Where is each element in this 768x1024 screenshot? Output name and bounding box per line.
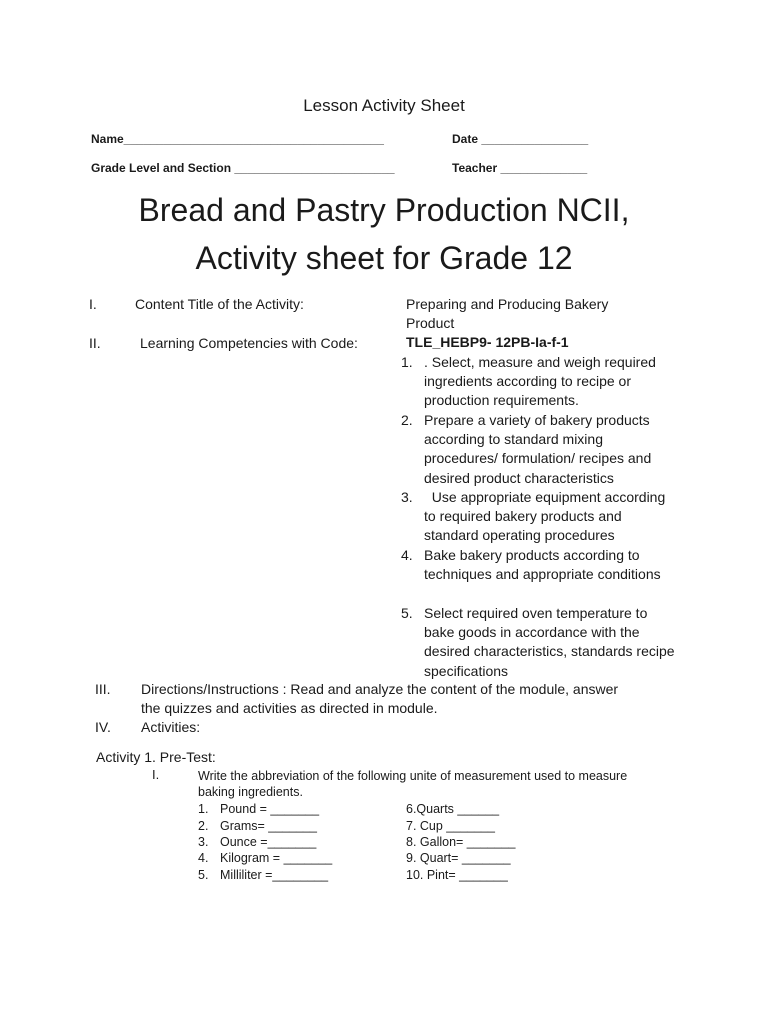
competency-number: 1.: [401, 354, 413, 370]
pretest-item: [198, 867, 329, 883]
content-title-value-line2: Product: [406, 315, 455, 331]
activity-1-instruction-line1: Write the abbreviation of the following unite of measurement used to measure: [198, 769, 628, 783]
teacher-field: Teacher _____________: [452, 161, 588, 175]
competencies-label: Learning Competencies with Code:: [140, 335, 358, 351]
pretest-item-number: 1.: [198, 802, 209, 816]
competency-number: 5.: [401, 605, 413, 621]
directions-line2: the quizzes and activities as directed in module.: [141, 700, 438, 716]
pretest-item-text: Kilogram = _______: [220, 851, 333, 865]
section-iv-numeral: IV.: [95, 719, 111, 735]
section-ii-numeral: II.: [89, 335, 101, 351]
pretest-item: [198, 801, 320, 817]
name-field: Name_______________________________________: [91, 132, 384, 146]
pretest-item-text: Milliliter =________: [220, 868, 329, 882]
pretest-item-number: 3.: [198, 835, 209, 849]
activities-label: Activities:: [141, 719, 201, 735]
pretest-item: [198, 818, 317, 834]
pretest-item-number: 5.: [198, 868, 209, 882]
competency-code: TLE_HEBP9- 12PB-Ia-f-1: [406, 334, 569, 350]
sheet-title: Lesson Activity Sheet: [303, 96, 465, 115]
pretest-item: 8. Gallon= _______: [406, 835, 516, 849]
activity-1-instruction-line2: baking ingredients.: [198, 785, 303, 799]
pretest-item: 7. Cup _______: [406, 819, 495, 833]
competency-text: . Select, measure and weigh required ingredients according to recipe or production requirements.: [424, 354, 656, 409]
pretest-item-text: Ounce =_______: [220, 835, 317, 849]
competency-number: 4.: [401, 547, 413, 563]
activity-1-title: Activity 1. Pre-Test:: [96, 749, 216, 765]
section-iii-numeral: III.: [95, 681, 111, 697]
content-title-label: Content Title of the Activity:: [135, 296, 304, 312]
activity-1-numeral: I.: [152, 767, 160, 782]
competency-text: Select required oven temperature to bake goods in accordance with the desired characteristics, standards recipe specifications: [424, 605, 675, 679]
competency-number: 2.: [401, 412, 413, 428]
directions-line1: Directions/Instructions : Read and analyze the content of the module, answer: [141, 681, 619, 697]
pretest-item: 10. Pint= _______: [406, 868, 508, 882]
main-title-line1: Bread and Pastry Production NCII,: [138, 192, 630, 228]
main-title-line2: Activity sheet for Grade 12: [195, 240, 573, 276]
competency-item: [401, 353, 691, 413]
pretest-item-text: Pound = _______: [220, 802, 320, 816]
competency-item: [401, 488, 691, 548]
competency-text: Bake bakery products according to techniques and appropriate conditions: [424, 547, 661, 583]
pretest-item: 9. Quart= _______: [406, 851, 511, 865]
pretest-item-text: Grams= _______: [220, 819, 317, 833]
pretest-item: [198, 850, 333, 866]
competency-item: [401, 411, 691, 489]
section-i-numeral: I.: [89, 296, 97, 312]
grade-level-field: Grade Level and Section ________________________: [91, 161, 395, 175]
competency-text: Prepare a variety of bakery products according to standard mixing procedures/ formulation/ recipes and desired product characteristics: [424, 412, 652, 486]
content-title-value-line1: Preparing and Producing Bakery: [406, 296, 609, 312]
date-field: Date ________________: [452, 132, 589, 146]
pretest-item: [198, 834, 317, 850]
competency-number: 3.: [401, 489, 413, 505]
competency-item: [401, 546, 691, 606]
pretest-item: 6.Quarts ______: [406, 802, 500, 816]
competency-text: Use appropriate equipment according to required bakery products and standard operating procedures: [424, 489, 670, 544]
competency-item: [401, 604, 691, 682]
pretest-item-number: 4.: [198, 851, 209, 865]
pretest-item-number: 2.: [198, 819, 209, 833]
